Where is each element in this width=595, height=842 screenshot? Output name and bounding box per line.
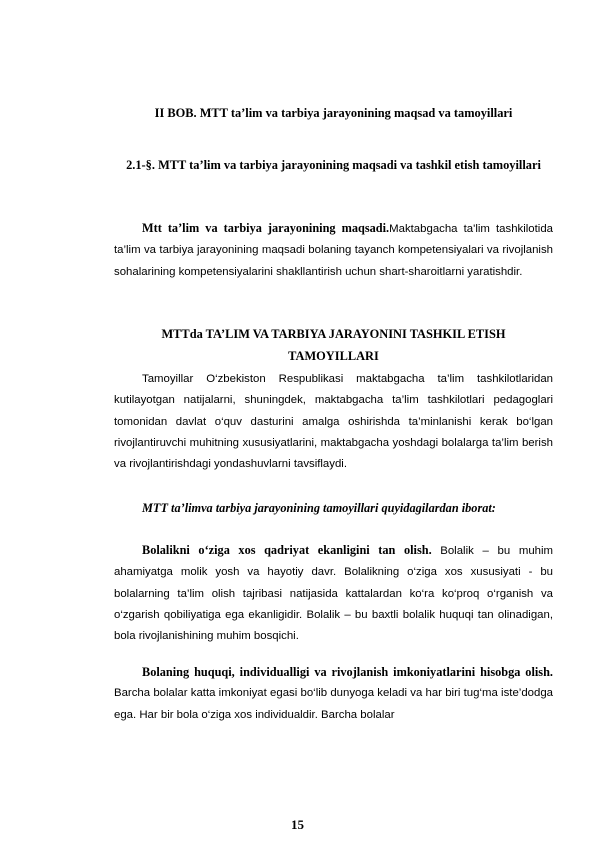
page-number: 15 — [291, 817, 304, 832]
chapter-title: II BOB. MTT ta’lim va tarbiya jarayonining maqsad va tamoyillari — [154, 106, 513, 120]
paragraph-rights — [114, 662, 553, 725]
paragraph-childhood — [114, 540, 553, 646]
paragraph-lead: Bolaning huquqi, individualligi va rivojlanish imkoniyatlarini hisobga olish. — [142, 665, 553, 679]
paragraph-text: Tamoyillar O‘zbekiston Respublikasi maktabgacha ta’lim tashkilotlaridan kutilayotgan natijalarni, shuningdek, maktabgacha ta’lim tashkilotlari pedagoglari tomonidan davlat o‘quv dasturini amalga oshirishda ta’minlanishi kerak bo‘lgan rivojlantiruvchi muhitning xususiyatlarini, maktabgacha yoshdagi bolalarga ta’lim berish va rivojlantirishdagi yondashuvlarni tavsiflaydi. — [114, 373, 553, 471]
paragraph-lead: Bolalikni o‘ziga xos qadriyat ekanligini tan olish. — [142, 543, 432, 557]
paragraph-goal — [114, 218, 553, 282]
paragraph-text: Bolalik – bu muhim ahamiyatga molik yosh va hayotiy davr. Bolalikning o‘ziga xos xususiyati - bu bolalarning ta’lim olish tajribasi natijasida kattalardan ko‘ra ko‘proq o‘rganish va o‘zgarish qobiliyatiga ega ekanligidir. Bolalik – bu baxtli bolalik huquqi tan olinadigan, bola rivojlanishining muhim bosqichi. — [114, 545, 554, 643]
section-title: 2.1-§. MTT ta’lim va tarbiya jarayonining maqsadi va tashkil etish tamoyillari — [126, 158, 541, 172]
paragraph-principles — [114, 368, 553, 474]
paragraph-text: Maktabgacha ta'lim tashkilotida ta’lim va tarbiya jarayonining maqsadi bolaning tayanch kompetensiyalari va rivojlanish sohalarining kompetensiyalarini shakllantirish uchun shart-sharoitlarni yaratishdir. — [114, 223, 553, 278]
principles-heading: MTTda TA’LIM VA TARBIYA JARAYONINI TASHKIL ETISH TAMOYILLARI — [161, 327, 506, 363]
italic-heading: MTT ta’limva tarbiya jarayonining tamoyillari quyidagilardan iborat: — [142, 501, 496, 515]
paragraph-lead: Mtt ta’lim va tarbiya jarayonining maqsadi. — [142, 221, 390, 235]
paragraph-text: Barcha bolalar katta imkoniyat egasi bo‘lib dunyoga keladi va har biri tug‘ma iste’dodga ega. Har bir bola o‘ziga xos individualdir. Barcha bolalar — [114, 687, 553, 721]
